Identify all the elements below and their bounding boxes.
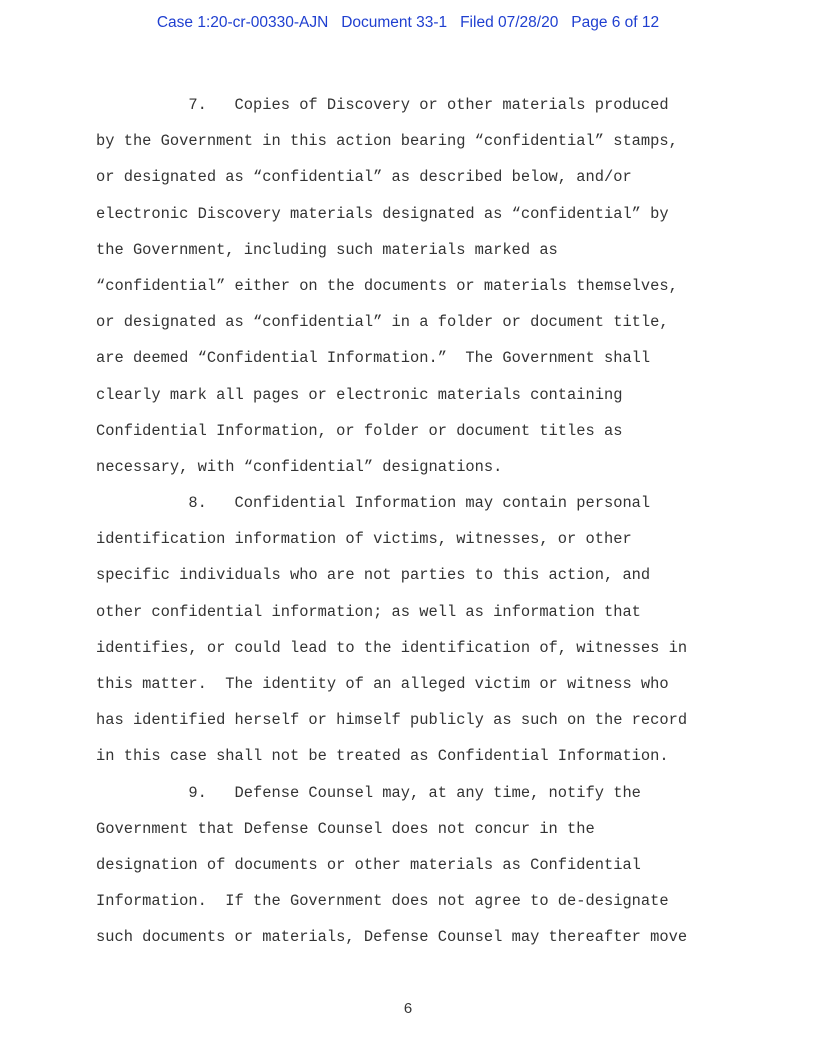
paragraph-9-line: designation of documents or other materials as Confidential — [96, 855, 641, 874]
document-body — [96, 87, 736, 956]
paragraph-8-line: in this case shall not be treated as Confidential Information. — [96, 747, 669, 766]
paragraph-7-line: clearly mark all pages or electronic materials containing — [96, 385, 623, 404]
paragraph-8-line: identifies, or could lead to the identification of, witnesses in — [96, 638, 688, 657]
paragraph-8-line: this matter. The identity of an alleged victim or witness who — [96, 675, 669, 693]
paragraph-7-line: or designated as “confidential” as described below, and/or — [96, 168, 632, 187]
paragraph-8-line: 8. Confidential Information may contain personal — [96, 494, 651, 513]
paragraph-9-line: 9. Defense Counsel may, at any time, notify the — [96, 783, 641, 802]
paragraph-7-line: or designated as “confidential” in a folder or document title, — [96, 313, 669, 332]
paragraph-7-line: Confidential Information, or folder or document titles as — [96, 421, 623, 440]
paragraph-7-line: are deemed “Confidential Information.” The Government shall — [96, 349, 651, 368]
paragraph-7-line: electronic Discovery materials designated as “confidential” by — [96, 204, 669, 223]
paragraph-8-line: other confidential information; as well as information that — [96, 602, 641, 621]
paragraph-8-line: has identified herself or himself publicly as such on the record — [96, 711, 688, 730]
paragraph-9-line: such documents or materials, Defense Counsel may thereafter move — [96, 928, 688, 947]
case-header: Case 1:20-cr-00330-AJN Document 33-1 Filed 07/28/20 Page 6 of 12 — [156, 14, 660, 31]
paragraph-8-line: specific individuals who are not parties to this action, and — [96, 566, 651, 585]
paragraph-7-line: by the Government in this action bearing “confidential” stamps, — [96, 132, 678, 151]
paragraph-7-line: necessary, with “confidential” designations. — [96, 457, 503, 476]
paragraph-8-line: identification information of victims, witnesses, or other — [96, 530, 632, 549]
page-number: 6 — [403, 1001, 413, 1018]
paragraph-7-line: 7. Copies of Discovery or other materials produced — [96, 96, 669, 114]
paragraph-7-line: the Government, including such materials marked as — [96, 240, 558, 259]
paragraph-9-line: Government that Defense Counsel does not concur in the — [96, 819, 595, 838]
paragraph-9-line: Information. If the Government does not agree to de-designate — [96, 892, 669, 911]
paragraph-7-line: “confidential” either on the documents or materials themselves, — [96, 276, 678, 295]
